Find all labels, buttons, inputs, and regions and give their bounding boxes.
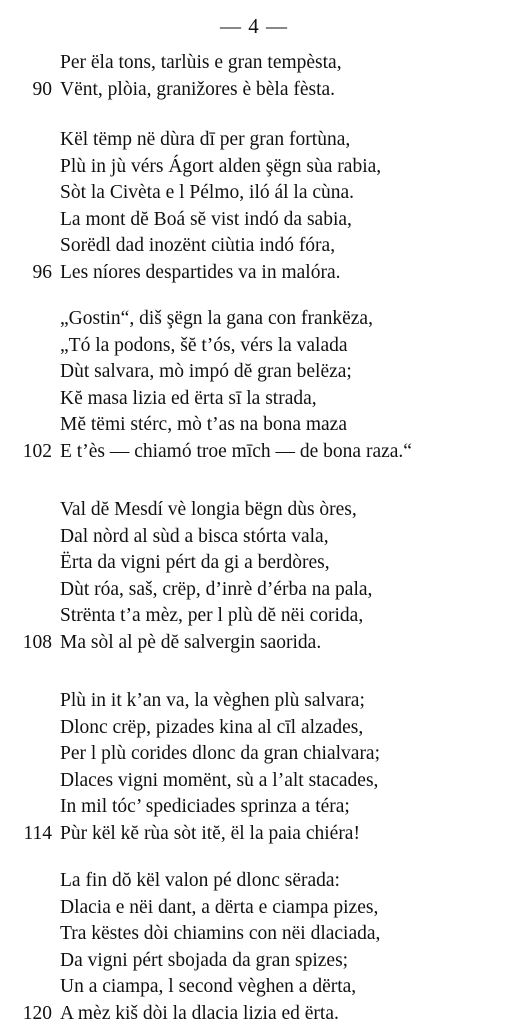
verse-line bbox=[0, 630, 508, 657]
stanza bbox=[0, 127, 508, 286]
verse-line bbox=[0, 306, 508, 333]
verse-line bbox=[0, 439, 508, 466]
verse-line bbox=[0, 1001, 508, 1028]
verse-text: Dlacia e nëi dant, a dërta e ciampa pizes, bbox=[60, 896, 379, 918]
verse-text: A mèz kiš dòi la dlacia lizia ed ërta. bbox=[60, 1002, 339, 1024]
verse-line bbox=[0, 768, 508, 795]
verse-text: Les níores despartides va in malóra. bbox=[60, 261, 341, 283]
verse-line bbox=[0, 154, 508, 181]
verse-line bbox=[0, 948, 508, 975]
stanza bbox=[0, 306, 508, 465]
verse-line bbox=[0, 77, 508, 104]
line-number: 102 bbox=[22, 440, 52, 462]
verse-line bbox=[0, 550, 508, 577]
verse-line bbox=[0, 868, 508, 895]
verse-text: La mont dĕ Boá sĕ vist indó da sabia, bbox=[60, 208, 352, 230]
line-number: 90 bbox=[32, 78, 52, 100]
verse-text: Dal nòrd al sùd a bisca stórta vala, bbox=[60, 525, 329, 547]
verse-line bbox=[0, 50, 508, 77]
verse-text: Plù in jù vérs Ágort alden şëgn sùa rabia, bbox=[60, 155, 382, 177]
verse-line bbox=[0, 921, 508, 948]
verse-line bbox=[0, 974, 508, 1001]
verse-text: E t’ès — chiamó troe mīch — de bona raza.“ bbox=[60, 440, 412, 462]
verse-line bbox=[0, 207, 508, 234]
verse-text: Mĕ tëmi stérc, mò t’as na bona maza bbox=[60, 414, 347, 435]
verse-line bbox=[0, 359, 508, 386]
verse-line bbox=[0, 794, 508, 821]
verse-line bbox=[0, 260, 508, 287]
verse-text: Vënt, plòia, granižores è bèla fèsta. bbox=[60, 78, 336, 100]
verse-text: Val dĕ Mesdí vè longia bëgn dùs òres, bbox=[60, 499, 357, 520]
verse-text: Tra këstes dòi chiamins con nëi dlaciada, bbox=[60, 923, 381, 944]
stanza bbox=[0, 497, 508, 656]
verse-text: Kël tëmp në dùra dī per gran fortùna, bbox=[60, 129, 351, 150]
verse-line bbox=[0, 741, 508, 768]
verse-line bbox=[0, 688, 508, 715]
verse-text: Per ëla tons, tarlùis e gran tempèsta, bbox=[60, 52, 342, 73]
verse-line bbox=[0, 180, 508, 207]
verse-text: Pùr kël kĕ rùa sòt itĕ, ël la paia chiéra! bbox=[60, 822, 360, 844]
line-number: 96 bbox=[32, 261, 52, 283]
verse-text: Un a ciampa, l second vèghen a dërta, bbox=[60, 976, 357, 997]
verse-text: Sòt la Civèta e l Pélmo, iló ál la cùna. bbox=[60, 182, 355, 203]
verse-text: Kĕ masa lizia ed ërta sī la strada, bbox=[60, 387, 317, 409]
verse-text: Ërta da vigni pért da gi a berdòres, bbox=[60, 552, 330, 573]
verse-text: Dlonc crëp, pizades kina al cīl alzades, bbox=[60, 716, 364, 738]
verse-line bbox=[0, 603, 508, 630]
stanza bbox=[0, 688, 508, 847]
verse-text: Per l plù corides dlonc da gran chialvara; bbox=[60, 743, 381, 764]
verse-text: Strënta t’a mèz, per l plù dĕ nëi corida, bbox=[60, 605, 364, 626]
verse-text: La fin dŏ kël valon pé dlonc sërada: bbox=[60, 870, 340, 891]
verse-line bbox=[0, 577, 508, 604]
line-number: 108 bbox=[22, 631, 52, 653]
verse-text: „Gostin“, diš şëgn la gana con frankëza, bbox=[60, 308, 373, 329]
verse-line bbox=[0, 715, 508, 742]
verse-line bbox=[0, 127, 508, 154]
stanza bbox=[0, 50, 508, 103]
verse-text: Dùt róa, saš, crëp, d’inrè d’érba na pala, bbox=[60, 578, 373, 600]
line-number: 114 bbox=[23, 822, 52, 844]
verse-text: Da vigni pért sbojada da gran spizes; bbox=[60, 949, 349, 971]
stanza bbox=[0, 868, 508, 1027]
verse-text: Dlaces vigni momënt, sù a l’alt stacades, bbox=[60, 769, 379, 791]
verse-line bbox=[0, 895, 508, 922]
line-number: 120 bbox=[22, 1002, 52, 1024]
verse-text: „Tó la podons, šĕ t’ós, vérs la valada bbox=[60, 334, 348, 356]
verse-line bbox=[0, 821, 508, 848]
verse-line bbox=[0, 497, 508, 524]
verse-text: Sorëdl dad inozënt ciùtia indó fóra, bbox=[60, 235, 336, 256]
verse-line bbox=[0, 333, 508, 360]
verse-text: Plù in it k’an va, la vèghen plù salvara; bbox=[60, 690, 365, 711]
verse-text: Ma sòl al pè dĕ salvergin saorida. bbox=[60, 631, 322, 653]
verse-line bbox=[0, 233, 508, 260]
verse-line bbox=[0, 412, 508, 439]
verse-line bbox=[0, 386, 508, 413]
verse-text: Dùt salvara, mò impó dĕ gran belëza; bbox=[60, 361, 352, 382]
verse-text: In mil tóc’ spediciades sprinza a téra; bbox=[60, 796, 350, 817]
page-number-header: — 4 — bbox=[220, 14, 288, 38]
verse-line bbox=[0, 524, 508, 551]
